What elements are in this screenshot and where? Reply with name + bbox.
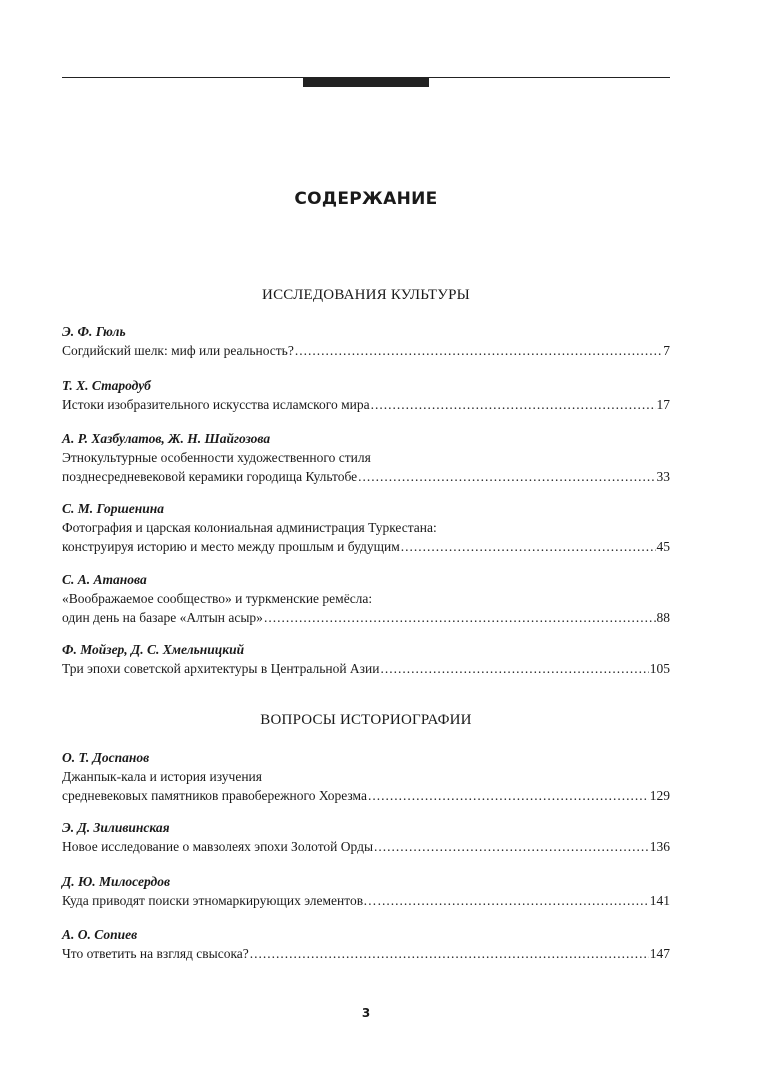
toc-entry[interactable] [62, 925, 670, 963]
entry-title-line [62, 837, 670, 856]
entry-title: конструируя историю и место между прошлым и будущим [62, 539, 400, 554]
leader-dots [368, 786, 649, 805]
leader-dots [358, 467, 655, 486]
entry-title-line: Этнокультурные особенности художественного стиля [62, 450, 371, 465]
entry-title: Что ответить на взгляд свысока? [62, 946, 249, 961]
entry-title-line [62, 537, 670, 556]
leader-dots [371, 395, 656, 414]
entry-page: 105 [649, 661, 670, 676]
section-title-historiography: ВОПРОСЫ ИСТОРИОГРАФИИ [260, 712, 472, 728]
entry-title: Новое исследование о мавзолеях эпохи Золотой Орды [62, 839, 374, 854]
entry-title-line [62, 944, 670, 963]
entry-title-line [62, 341, 670, 360]
page-number: 3 [361, 1006, 371, 1020]
entry-author: С. М. Горшенина [62, 501, 164, 516]
entry-page: 141 [649, 893, 670, 908]
entry-page: 17 [656, 397, 670, 412]
entry-page: 136 [649, 839, 670, 854]
entry-title: Куда приводят поиски этномаркирующих элементов… [62, 893, 377, 908]
entry-author: О. Т. Доспанов [62, 750, 150, 765]
leader-dots [264, 608, 656, 627]
entry-author: Ф. Мойзер, Д. С. Хмельницкий [62, 642, 245, 657]
entry-title-line [62, 395, 670, 414]
leader-dots [378, 891, 649, 910]
section-title-culture: ИССЛЕДОВАНИЯ КУЛЬТУРЫ [262, 287, 470, 303]
entry-page: 33 [656, 469, 670, 484]
entry-title: средневековых памятников правобережного Хорезма [62, 788, 368, 803]
entry-title-line [62, 467, 670, 486]
entry-title: позднесредневековой керамики городища Культобе [62, 469, 358, 484]
entry-author: Э. Ф. Гюль [62, 324, 126, 339]
page-title: СОДЕРЖАНИЕ [294, 189, 438, 209]
toc-entry[interactable] [62, 429, 670, 486]
leader-dots [250, 944, 649, 963]
entry-title-line [62, 786, 670, 805]
entry-page: 147 [649, 946, 670, 961]
entry-page: 45 [656, 539, 670, 554]
entry-page: 7 [663, 343, 670, 358]
entry-page: 88 [656, 610, 670, 625]
entry-author: Э. Д. Зиливинская [62, 820, 170, 835]
entry-author: Т. Х. Стародуб [62, 378, 151, 393]
toc-entry[interactable] [62, 570, 670, 627]
leader-dots [401, 537, 656, 556]
toc-entry[interactable] [62, 376, 670, 414]
entry-author: С. А. Атанова [62, 572, 147, 587]
entry-author: А. О. Сопиев [62, 927, 138, 942]
entry-title: Три эпохи советской архитектуры в Центральной Азии [62, 661, 380, 676]
toc-entry[interactable] [62, 499, 670, 556]
entry-title: один день на базаре «Алтын асыр» [62, 610, 263, 625]
toc-entry[interactable] [62, 640, 670, 678]
entry-title-line: Фотография и царская колониальная администрация Туркестана: [62, 520, 437, 535]
toc-entry[interactable] [62, 748, 670, 805]
entry-title-line: «Воображаемое сообщество» и туркменские ремёсла: [62, 591, 373, 606]
entry-author: Д. Ю. Милосердов [62, 874, 171, 889]
leader-dots [295, 341, 662, 360]
toc-entry[interactable] [62, 872, 670, 910]
leader-dots [380, 659, 648, 678]
entry-title-line [62, 608, 670, 627]
entry-title: Истоки изобразительного искусства исламского мира [62, 397, 370, 412]
top-rule-block [303, 78, 429, 87]
entry-page: 129 [649, 788, 670, 803]
entry-title-line [62, 659, 670, 678]
entry-title: Согдийский шелк: миф или реальность? [62, 343, 294, 358]
entry-title-line: Джанпык-кала и история изучения [62, 769, 262, 784]
entry-author: А. Р. Хазбулатов, Ж. Н. Шайгозова [62, 431, 271, 446]
leader-dots [374, 837, 649, 856]
toc-entry[interactable] [62, 322, 670, 360]
toc-entry[interactable] [62, 818, 670, 856]
entry-title-line [62, 891, 670, 910]
